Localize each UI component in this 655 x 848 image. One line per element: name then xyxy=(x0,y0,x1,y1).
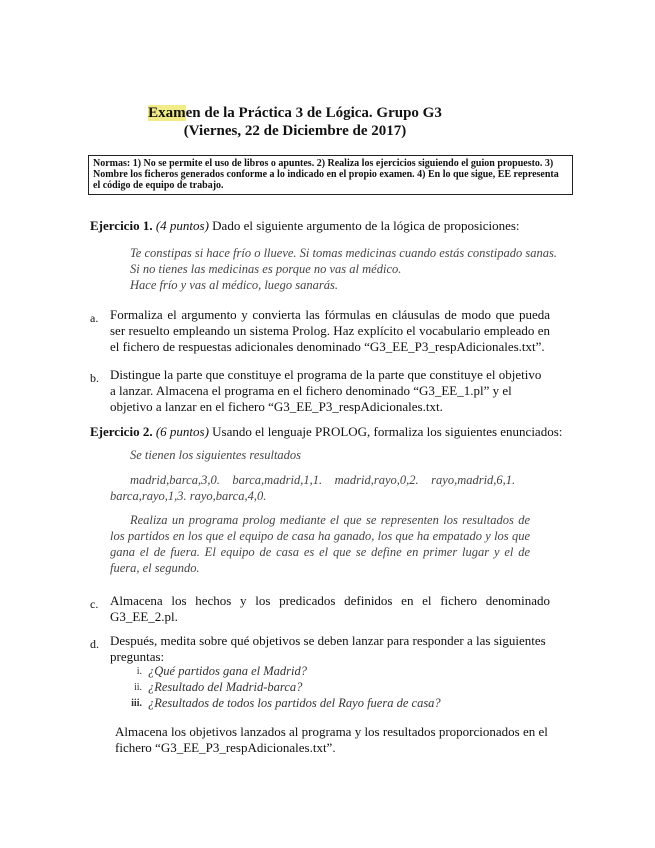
question-text: ¿Resultado del Madrid-barca? xyxy=(148,680,303,694)
exercise2-intro: Usando el lenguaje PROLOG, formaliza los siguientes enunciados: xyxy=(212,424,563,439)
results-line2: barca,rayo,1,3. rayo,barca,4,0. xyxy=(110,489,267,503)
exercise2-points: (6 puntos) xyxy=(155,424,209,439)
title-highlight: Exam xyxy=(148,105,186,121)
exercise2-heading-line xyxy=(90,424,580,440)
exercise1-intro: Dado el siguiente argumento de la lógica de proposiciones: xyxy=(212,218,520,233)
questions-list xyxy=(128,663,528,713)
item-d-text: Después, medita sobre qué objetivos se deben lanzar para responder a las siguientes preguntas: xyxy=(110,633,546,664)
question-number: ii. xyxy=(133,682,142,693)
item-c-label: c. xyxy=(90,597,99,611)
argument-line2: Si no tienes las medicinas es porque no vas al médico. xyxy=(130,262,402,276)
exam-title-line2: (Viernes, 22 de Diciembre de 2017) xyxy=(183,123,407,139)
item-a-text: Formaliza el argumento y convierta las fórmulas en cláusulas de modo que pueda ser resuelto empleando un sistema Prolog. Haz explícito el vocabulario empleado en el fichero de respuestas adicionales denominado “G3_EE_P3_respAdicionales.txt”. xyxy=(110,307,550,354)
item-a-label: a. xyxy=(90,311,99,325)
exercise1-heading-line xyxy=(90,218,570,234)
results-line1: madrid,barca,3,0. barca,madrid,1,1. madrid,rayo,0,2. rayo,madrid,6,1. xyxy=(130,473,516,487)
rules-box: Normas: 1) No se permite el uso de libros o apuntes. 2) Realiza los ejercicios siguiendo el guion propuesto. 3) Nombre los ficheros generados conforme a lo indicado en el propio examen. 4) En lo que sigue, EE representa el código de equipo de trabajo. xyxy=(88,155,573,195)
argument-line3: Hace frío y vas al médico, luego sanarás. xyxy=(130,278,338,292)
task-text: Realiza un programa prolog mediante el que se representen los resultados de los partidos en los que el equipo de casa ha ganado, los que ha empatado y los que gana el de fuera. El equipo de casa es el que se define en primer lugar y el de fuera, el segundo. xyxy=(110,513,530,575)
question-text: ¿Resultados de todos los partidos del Rayo fuera de casa? xyxy=(148,696,441,710)
results-intro: Se tienen los siguientes resultados xyxy=(130,448,302,462)
item-b-text: Distingue la parte que constituye el programa de la parte que constituye el objetivo a lanzar. Almacena el programa en el fichero denominado “G3_EE_1.pl” y el objetivo a lanzar en el fichero “G3_EE_P3_respAdicionales.txt. xyxy=(110,367,542,414)
closing-text: Almacena los objetivos lanzados al programa y los resultados proporcionados en el fichero “G3_EE_P3_respAdicionales.txt”. xyxy=(115,724,548,755)
item-d-label: d. xyxy=(90,637,99,651)
exercise2-heading: Ejercicio 2. xyxy=(90,424,153,439)
exercise1-points: (4 puntos) xyxy=(155,218,209,233)
exam-title-line1 xyxy=(0,104,590,123)
question-number: i. xyxy=(136,666,142,677)
item-b-label: b. xyxy=(90,371,99,385)
title-rest: en de la Práctica 3 de Lógica. Grupo G3 xyxy=(185,105,442,121)
item-c-text: Almacena los hechos y los predicados definidos en el fichero denominado G3_EE_2.pl. xyxy=(110,593,550,624)
question-number: iii. xyxy=(131,698,142,709)
exercise1-heading: Ejercicio 1. xyxy=(90,218,153,233)
argument-line1: Te constipas si hace frío o llueve. Si tomas medicinas cuando estás constipado sanas. xyxy=(130,246,557,260)
question-text: ¿Qué partidos gana el Madrid? xyxy=(148,664,308,678)
